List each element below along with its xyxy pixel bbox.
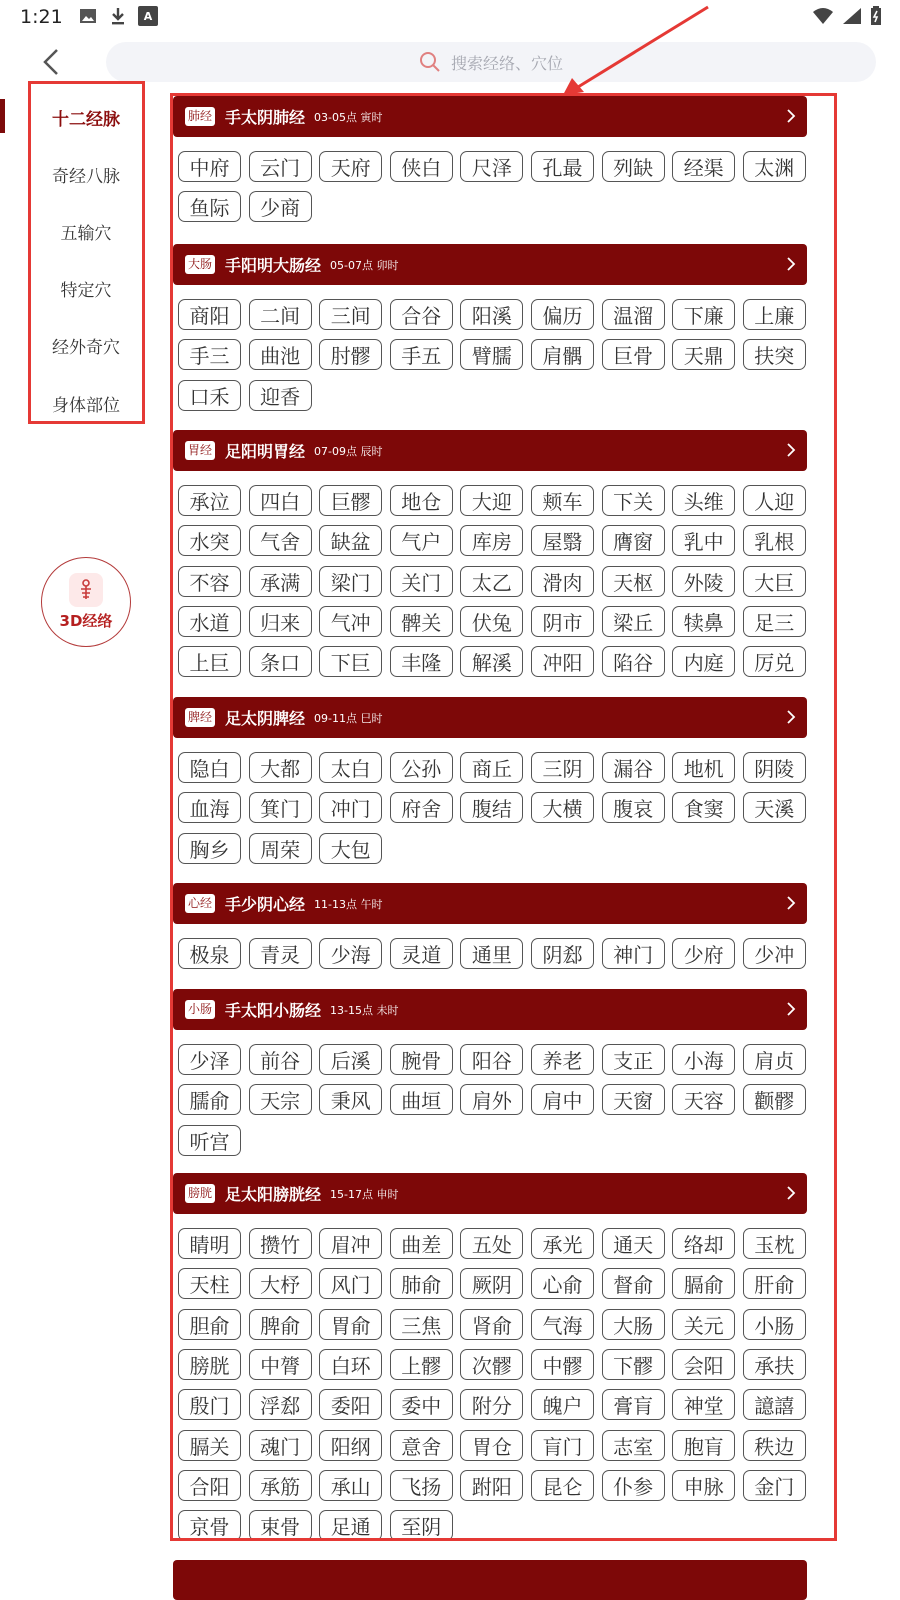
acupoint-button[interactable]: 气冲 bbox=[319, 606, 382, 637]
acupoint-button[interactable]: 大横 bbox=[531, 792, 594, 823]
acupoint-button[interactable]: 上巨 bbox=[178, 646, 241, 677]
acupoint-button[interactable]: 足通 bbox=[319, 1510, 382, 1541]
acupoint-button[interactable]: 肩外 bbox=[460, 1084, 523, 1115]
acupoint-button[interactable]: 阳谷 bbox=[460, 1044, 523, 1075]
acupoint-button[interactable]: 小海 bbox=[672, 1044, 735, 1075]
acupoint-button[interactable]: 人迎 bbox=[743, 485, 806, 516]
acupoint-button[interactable]: 秉风 bbox=[319, 1084, 382, 1115]
acupoint-button[interactable]: 极泉 bbox=[178, 938, 241, 969]
acupoint-button[interactable]: 五处 bbox=[460, 1228, 523, 1259]
acupoint-button[interactable]: 箕门 bbox=[249, 792, 312, 823]
acupoint-button[interactable]: 上髎 bbox=[390, 1349, 453, 1380]
meridian-name: 手太阴肺经 bbox=[225, 108, 306, 127]
acupoint-button[interactable]: 太白 bbox=[319, 752, 382, 783]
acupoint-button[interactable]: 尺泽 bbox=[460, 151, 523, 182]
acupoint-button[interactable]: 心俞 bbox=[531, 1268, 594, 1299]
meridian-badge: 小肠 bbox=[185, 1000, 215, 1019]
acupoint-button[interactable]: 下廉 bbox=[672, 299, 735, 330]
acupoint-button[interactable]: 下关 bbox=[602, 485, 665, 516]
acupoint-button[interactable]: 大都 bbox=[249, 752, 312, 783]
acupoint-button[interactable]: 天容 bbox=[672, 1084, 735, 1115]
acupoint-button[interactable]: 胆俞 bbox=[178, 1309, 241, 1340]
acupoint-button[interactable]: 中髎 bbox=[531, 1349, 594, 1380]
acupoint-button[interactable]: 天窗 bbox=[602, 1084, 665, 1115]
acupoint-button[interactable]: 巨髎 bbox=[319, 485, 382, 516]
acupoint-button[interactable]: 肝俞 bbox=[743, 1268, 806, 1299]
acupoint-button[interactable]: 大包 bbox=[319, 833, 382, 864]
sidebar-item-five-shu-points[interactable]: 五输穴 bbox=[60, 224, 112, 244]
acupoint-button[interactable]: 商丘 bbox=[460, 752, 523, 783]
acupoint-button[interactable]: 少海 bbox=[319, 938, 382, 969]
meridian-badge: 心经 bbox=[185, 894, 215, 913]
acupoint-button[interactable]: 胃仓 bbox=[460, 1430, 523, 1461]
acupoint-button[interactable]: 委中 bbox=[390, 1389, 453, 1420]
meridian-badge: 大肠 bbox=[185, 255, 215, 274]
acupoint-button[interactable]: 后溪 bbox=[319, 1044, 382, 1075]
acupoint-button[interactable]: 阳纲 bbox=[319, 1430, 382, 1461]
acupoint-button[interactable]: 胞肓 bbox=[672, 1430, 735, 1461]
acupoint-button[interactable]: 合谷 bbox=[390, 299, 453, 330]
acupoint-button[interactable]: 京骨 bbox=[178, 1510, 241, 1541]
acupoint-button[interactable]: 列缺 bbox=[602, 151, 665, 182]
acupoint-button[interactable]: 下巨 bbox=[319, 646, 382, 677]
meridian-time: 07-09点 辰时 bbox=[314, 444, 383, 458]
acupoint-button[interactable]: 少府 bbox=[672, 938, 735, 969]
acupoint-button[interactable]: 太乙 bbox=[460, 566, 523, 597]
acupoint-button[interactable]: 肓门 bbox=[531, 1430, 594, 1461]
acupoint-button[interactable]: 公孙 bbox=[390, 752, 453, 783]
acupoint-button[interactable]: 跗阳 bbox=[460, 1470, 523, 1501]
acupoint-button[interactable]: 附分 bbox=[460, 1389, 523, 1420]
acupoint-button[interactable]: 孔最 bbox=[531, 151, 594, 182]
acupoint-button[interactable]: 神门 bbox=[602, 938, 665, 969]
meridian-badge: 肺经 bbox=[185, 107, 215, 126]
meridian-time: 11-13点 午时 bbox=[314, 897, 383, 911]
acupoint-button[interactable]: 殷门 bbox=[178, 1389, 241, 1420]
acupoint-button[interactable]: 解溪 bbox=[460, 646, 523, 677]
acupoint-button[interactable]: 大肠 bbox=[602, 1309, 665, 1340]
acupoint-button[interactable]: 巨骨 bbox=[602, 339, 665, 370]
acupoint-button[interactable]: 曲池 bbox=[249, 339, 312, 370]
acupoint-button[interactable]: 商阳 bbox=[178, 299, 241, 330]
acupoint-button[interactable]: 阴市 bbox=[531, 606, 594, 637]
meridian-time: 09-11点 巳时 bbox=[314, 711, 383, 725]
acupoint-button[interactable]: 阴陵 bbox=[743, 752, 806, 783]
acupoint-button[interactable]: 承筋 bbox=[249, 1470, 312, 1501]
acupoint-button[interactable]: 腹结 bbox=[460, 792, 523, 823]
acupoint-button[interactable]: 昆仑 bbox=[531, 1470, 594, 1501]
font-a-icon: A bbox=[138, 6, 158, 26]
acupoint-button[interactable]: 腹哀 bbox=[602, 792, 665, 823]
acupoint-button[interactable]: 四白 bbox=[249, 485, 312, 516]
acupoint-button[interactable]: 秩边 bbox=[743, 1430, 806, 1461]
acupoint-button[interactable]: 络却 bbox=[672, 1228, 735, 1259]
acupoint-button[interactable]: 三焦 bbox=[390, 1309, 453, 1340]
acupoint-button[interactable]: 志室 bbox=[602, 1430, 665, 1461]
acupoint-button[interactable]: 库房 bbox=[460, 525, 523, 556]
acupoint-button[interactable]: 神堂 bbox=[672, 1389, 735, 1420]
acupoint-button[interactable]: 承扶 bbox=[743, 1349, 806, 1380]
acupoint-button[interactable]: 支正 bbox=[602, 1044, 665, 1075]
acupoint-button[interactable]: 承山 bbox=[319, 1470, 382, 1501]
acupoint-button[interactable]: 梁门 bbox=[319, 566, 382, 597]
acupoint-button[interactable]: 髀关 bbox=[390, 606, 453, 637]
acupoint-button[interactable]: 曲差 bbox=[390, 1228, 453, 1259]
acupoint-button[interactable]: 眉冲 bbox=[319, 1228, 382, 1259]
acupoint-button[interactable]: 周荣 bbox=[249, 833, 312, 864]
acupoint-button[interactable]: 灵道 bbox=[390, 938, 453, 969]
acupoint-button[interactable]: 天鼎 bbox=[672, 339, 735, 370]
acupoint-button[interactable]: 攒竹 bbox=[249, 1228, 312, 1259]
meridian-name: 足太阳膀胱经 bbox=[225, 1185, 322, 1204]
acupoint-button[interactable]: 不容 bbox=[178, 566, 241, 597]
acupoint-button[interactable]: 天枢 bbox=[602, 566, 665, 597]
sidebar-item-specific-points[interactable]: 特定穴 bbox=[60, 281, 112, 301]
status-time: 1:21 bbox=[20, 6, 63, 28]
acupoint-button[interactable]: 手三 bbox=[178, 339, 241, 370]
acupoint-button[interactable]: 迎香 bbox=[249, 380, 312, 411]
acupoint-button[interactable]: 大巨 bbox=[743, 566, 806, 597]
acupoint-button[interactable]: 归来 bbox=[249, 606, 312, 637]
acupoint-button[interactable]: 魂门 bbox=[249, 1430, 312, 1461]
acupoint-button[interactable]: 厉兑 bbox=[743, 646, 806, 677]
acupoint-button[interactable]: 膏肓 bbox=[602, 1389, 665, 1420]
acupoint-button[interactable]: 肺俞 bbox=[390, 1268, 453, 1299]
acupoint-button[interactable]: 金门 bbox=[743, 1470, 806, 1501]
acupoint-button[interactable]: 肩贞 bbox=[743, 1044, 806, 1075]
acupoint-button[interactable]: 气户 bbox=[390, 525, 453, 556]
meridian-name: 手太阳小肠经 bbox=[225, 1001, 322, 1020]
acupoint-button[interactable]: 太渊 bbox=[743, 151, 806, 182]
acupoint-button[interactable]: 臂臑 bbox=[460, 339, 523, 370]
acupoint-button[interactable]: 丰隆 bbox=[390, 646, 453, 677]
acupoint-button[interactable]: 关门 bbox=[390, 566, 453, 597]
acupoint-button[interactable]: 肘髎 bbox=[319, 339, 382, 370]
acupoint-button[interactable]: 肾俞 bbox=[460, 1309, 523, 1340]
acupoint-button[interactable]: 食窦 bbox=[672, 792, 735, 823]
acupoint-button[interactable]: 外陵 bbox=[672, 566, 735, 597]
acupoint-button[interactable]: 玉枕 bbox=[743, 1228, 806, 1259]
acupoint-button[interactable]: 手五 bbox=[390, 339, 453, 370]
acupoint-button[interactable]: 伏兔 bbox=[460, 606, 523, 637]
acupoint-button[interactable]: 府舍 bbox=[390, 792, 453, 823]
acupoint-button[interactable]: 腕骨 bbox=[390, 1044, 453, 1075]
acupoint-button[interactable]: 承光 bbox=[531, 1228, 594, 1259]
acupoint-button[interactable]: 飞扬 bbox=[390, 1470, 453, 1501]
acupoint-button[interactable]: 天府 bbox=[319, 151, 382, 182]
meridian-name: 手少阴心经 bbox=[225, 895, 306, 914]
acupoint-button[interactable]: 颊车 bbox=[531, 485, 594, 516]
acupoint-button[interactable]: 大杼 bbox=[249, 1268, 312, 1299]
acupoint-button[interactable]: 会阳 bbox=[672, 1349, 735, 1380]
acupoint-button[interactable]: 次髎 bbox=[460, 1349, 523, 1380]
acupoint-button[interactable]: 阳溪 bbox=[460, 299, 523, 330]
3d-meridian-label: 3D经络 bbox=[59, 612, 113, 630]
acupoint-button[interactable]: 冲门 bbox=[319, 792, 382, 823]
meridian-name: 手阳明大肠经 bbox=[225, 256, 322, 275]
acupoint-button[interactable]: 漏谷 bbox=[602, 752, 665, 783]
acupoint-button[interactable]: 扶突 bbox=[743, 339, 806, 370]
acupoint-button[interactable]: 乳中 bbox=[672, 525, 735, 556]
acupoint-button[interactable]: 关元 bbox=[672, 1309, 735, 1340]
acupoint-button[interactable]: 冲阳 bbox=[531, 646, 594, 677]
acupoint-button[interactable]: 头维 bbox=[672, 485, 735, 516]
acupoint-button[interactable]: 合阳 bbox=[178, 1470, 241, 1501]
acupoint-button[interactable]: 膈关 bbox=[178, 1430, 241, 1461]
acupoint-button[interactable]: 膀胱 bbox=[178, 1349, 241, 1380]
acupoint-button[interactable]: 少商 bbox=[249, 191, 312, 222]
acupoint-button[interactable]: 意舍 bbox=[390, 1430, 453, 1461]
acupoint-button[interactable]: 浮郄 bbox=[249, 1389, 312, 1420]
acupoint-button[interactable]: 梁丘 bbox=[602, 606, 665, 637]
sidebar-item-twelve-meridians[interactable]: 十二经脉 bbox=[52, 110, 120, 130]
meridian-name: 足太阴脾经 bbox=[225, 709, 306, 728]
acupoint-button[interactable]: 犊鼻 bbox=[672, 606, 735, 637]
meridian-badge: 膀胱 bbox=[185, 1184, 215, 1203]
acupoint-button[interactable]: 委阳 bbox=[319, 1389, 382, 1420]
acupoint-button[interactable]: 睛明 bbox=[178, 1228, 241, 1259]
acupoint-button[interactable]: 养老 bbox=[531, 1044, 594, 1075]
acupoint-button[interactable]: 气舍 bbox=[249, 525, 312, 556]
acupoint-button[interactable]: 天柱 bbox=[178, 1268, 241, 1299]
acupoint-button[interactable]: 鱼际 bbox=[178, 191, 241, 222]
acupoint-button[interactable]: 仆参 bbox=[602, 1470, 665, 1501]
acupoint-button[interactable]: 膺窗 bbox=[602, 525, 665, 556]
acupoint-button[interactable]: 胸乡 bbox=[178, 833, 241, 864]
acupoint-button[interactable]: 上廉 bbox=[743, 299, 806, 330]
acupoint-button[interactable]: 大迎 bbox=[460, 485, 523, 516]
acupoint-button[interactable]: 下髎 bbox=[602, 1349, 665, 1380]
acupoint-button[interactable]: 通天 bbox=[602, 1228, 665, 1259]
acupoint-button[interactable]: 陷谷 bbox=[602, 646, 665, 677]
acupoint-button[interactable]: 二间 bbox=[249, 299, 312, 330]
acupoint-button[interactable]: 云门 bbox=[249, 151, 312, 182]
acupoint-button[interactable]: 三阴 bbox=[531, 752, 594, 783]
acupoint-button[interactable]: 经渠 bbox=[672, 151, 735, 182]
acupoint-button[interactable]: 中膂 bbox=[249, 1349, 312, 1380]
acupoint-button[interactable]: 气海 bbox=[531, 1309, 594, 1340]
acupoint-button[interactable]: 乳根 bbox=[743, 525, 806, 556]
acupoint-button[interactable]: 督俞 bbox=[602, 1268, 665, 1299]
meridian-badge: 胃经 bbox=[185, 441, 215, 460]
acupoint-button[interactable]: 膈俞 bbox=[672, 1268, 735, 1299]
acupoint-button[interactable]: 温溜 bbox=[602, 299, 665, 330]
acupoint-button[interactable]: 承满 bbox=[249, 566, 312, 597]
acupoint-button[interactable]: 地机 bbox=[672, 752, 735, 783]
acupoint-button[interactable]: 风门 bbox=[319, 1268, 382, 1299]
search-placeholder: 搜索经络、穴位 bbox=[450, 53, 563, 73]
acupoint-button[interactable]: 地仓 bbox=[390, 485, 453, 516]
acupoint-button[interactable]: 通里 bbox=[460, 938, 523, 969]
acupoint-button[interactable]: 阴郄 bbox=[531, 938, 594, 969]
acupoint-button[interactable]: 颧髎 bbox=[743, 1084, 806, 1115]
acupoint-button[interactable]: 缺盆 bbox=[319, 525, 382, 556]
acupoint-button[interactable]: 少冲 bbox=[743, 938, 806, 969]
acupoint-button[interactable]: 厥阴 bbox=[460, 1268, 523, 1299]
acupoint-button[interactable]: 屋翳 bbox=[531, 525, 594, 556]
acupoint-button[interactable]: 条口 bbox=[249, 646, 312, 677]
acupoint-button[interactable]: 小肠 bbox=[743, 1309, 806, 1340]
acupoint-button[interactable]: 侠白 bbox=[390, 151, 453, 182]
acupoint-button[interactable]: 三间 bbox=[319, 299, 382, 330]
acupoint-button[interactable]: 肩髃 bbox=[531, 339, 594, 370]
acupoint-button[interactable]: 口禾 bbox=[178, 380, 241, 411]
acupoint-button[interactable]: 胃俞 bbox=[319, 1309, 382, 1340]
acupoint-button[interactable]: 内庭 bbox=[672, 646, 735, 677]
sidebar-item-extra-points[interactable]: 经外奇穴 bbox=[52, 338, 120, 358]
acupoint-button[interactable]: 隐白 bbox=[178, 752, 241, 783]
acupoint-button[interactable]: 偏历 bbox=[531, 299, 594, 330]
meridian-time: 13-15点 未时 bbox=[330, 1003, 399, 1017]
acupoint-button[interactable]: 天宗 bbox=[249, 1084, 312, 1115]
acupoint-button[interactable]: 肩中 bbox=[531, 1084, 594, 1115]
meridian-time: 05-07点 卯时 bbox=[330, 258, 399, 272]
meridian-time: 03-05点 寅时 bbox=[314, 110, 383, 124]
meridian-badge: 脾经 bbox=[185, 708, 215, 727]
acupoint-button[interactable]: 申脉 bbox=[672, 1470, 735, 1501]
meridian-time: 15-17点 申时 bbox=[330, 1187, 399, 1201]
acupoint-button[interactable]: 青灵 bbox=[249, 938, 312, 969]
acupoint-button[interactable]: 听宫 bbox=[178, 1125, 241, 1156]
acupoint-button[interactable]: 天溪 bbox=[743, 792, 806, 823]
acupoint-button[interactable]: 白环 bbox=[319, 1349, 382, 1380]
acupoint-button[interactable]: 前谷 bbox=[249, 1044, 312, 1075]
acupoint-button[interactable]: 少泽 bbox=[178, 1044, 241, 1075]
sidebar-item-eight-extra-meridians[interactable]: 奇经八脉 bbox=[52, 167, 120, 187]
acupoint-button[interactable]: 中府 bbox=[178, 151, 241, 182]
acupoint-button[interactable]: 血海 bbox=[178, 792, 241, 823]
acupoint-button[interactable]: 魄户 bbox=[531, 1389, 594, 1420]
acupoint-button[interactable]: 束骨 bbox=[249, 1510, 312, 1541]
acupoint-button[interactable]: 足三 bbox=[743, 606, 806, 637]
acupoint-button[interactable]: 水突 bbox=[178, 525, 241, 556]
acupoint-button[interactable]: 承泣 bbox=[178, 485, 241, 516]
acupoint-button[interactable]: 滑肉 bbox=[531, 566, 594, 597]
acupoint-button[interactable]: 水道 bbox=[178, 606, 241, 637]
acupoint-button[interactable]: 曲垣 bbox=[390, 1084, 453, 1115]
acupoint-button[interactable]: 譩譆 bbox=[743, 1389, 806, 1420]
meridian-name: 足阳明胃经 bbox=[225, 442, 306, 461]
acupoint-button[interactable]: 臑俞 bbox=[178, 1084, 241, 1115]
acupoint-button[interactable]: 至阴 bbox=[390, 1510, 453, 1541]
sidebar-item-body-parts[interactable]: 身体部位 bbox=[52, 396, 120, 416]
acupoint-button[interactable]: 脾俞 bbox=[249, 1309, 312, 1340]
